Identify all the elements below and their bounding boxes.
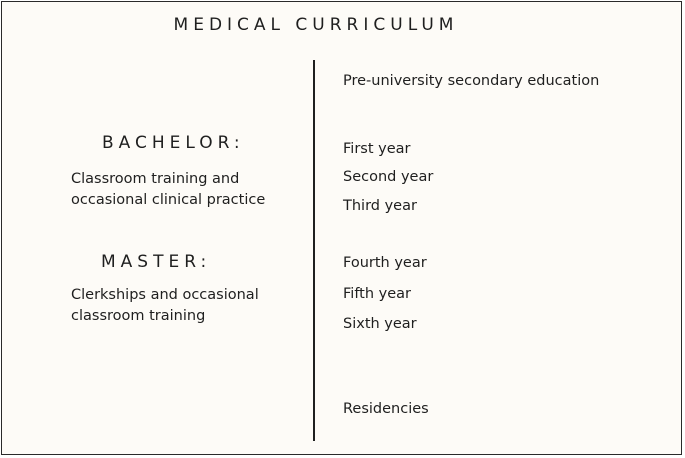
stage-fourth-year: Fourth year	[343, 255, 427, 271]
stage-sixth-year: Sixth year	[343, 316, 417, 332]
stage-first-year: First year	[343, 141, 411, 157]
bachelor-heading: BACHELOR:	[102, 133, 245, 153]
curriculum-diagram	[1, 1, 682, 455]
stage-pre-university: Pre-university secondary education	[343, 73, 600, 89]
master-description-line: classroom training	[71, 308, 206, 324]
master-description-line: Clerkships and occasional	[71, 287, 259, 303]
master-description	[71, 285, 259, 327]
bachelor-description-line: Classroom training and	[71, 171, 240, 187]
diagram-title: MEDICAL CURRICULUM	[173, 15, 459, 35]
stage-third-year: Third year	[343, 198, 417, 214]
divider-line	[313, 60, 315, 441]
bachelor-description	[71, 169, 265, 211]
stage-fifth-year: Fifth year	[343, 286, 411, 302]
stage-residencies: Residencies	[343, 401, 429, 417]
master-heading: MASTER:	[101, 252, 212, 272]
bachelor-description-line: occasional clinical practice	[71, 192, 266, 208]
stage-second-year: Second year	[343, 169, 434, 185]
